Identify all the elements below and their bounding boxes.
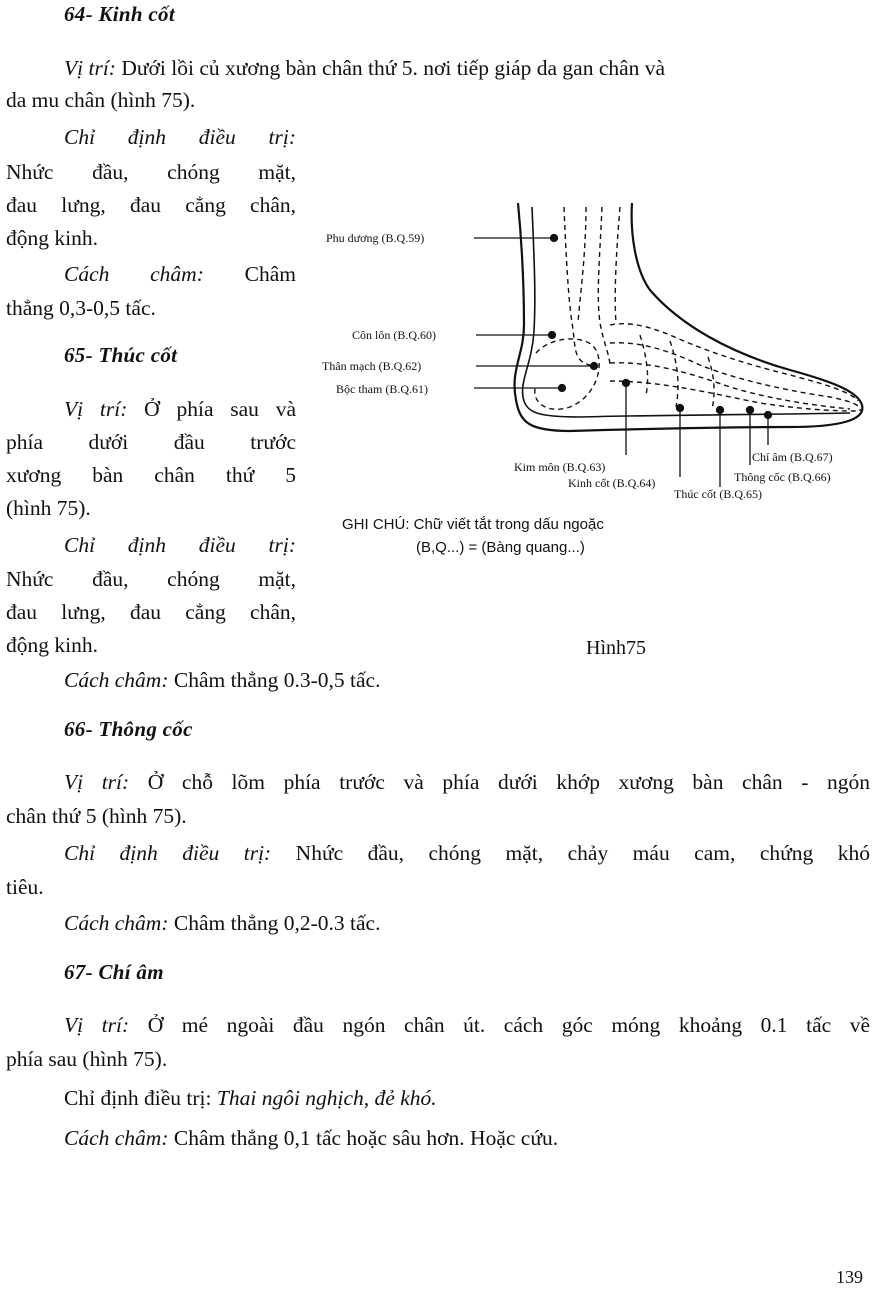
s65-cach-cham	[64, 668, 380, 694]
s65-chi-dinh-line3: đau lưng, đau cẳng chân,	[6, 600, 296, 624]
cach-cham-text: Châm thẳng 0,2-0.3 tấc.	[168, 911, 381, 935]
s66-chi-dinh-line1	[64, 841, 870, 867]
figure-note-line1: GHI CHÚ: Chữ viết tắt trong dấu ngoặc	[342, 516, 604, 533]
label-kim-mon: Kim môn (B.Q.63)	[514, 460, 606, 474]
cach-cham-label: Cách châm:	[64, 262, 204, 286]
cach-cham-label: Cách châm:	[64, 911, 169, 935]
label-than-mach: Thân mạch (B.Q.62)	[322, 359, 422, 373]
s65-chi-dinh-label: Chỉ định điều trị:	[64, 533, 296, 557]
cach-cham-text: Châm	[203, 262, 296, 286]
heading-65: 65- Thúc cốt	[64, 343, 178, 367]
s67-vi-tri-line2: phía sau (hình 75).	[6, 1047, 168, 1071]
heading-66: 66- Thông cốc	[64, 717, 193, 741]
s66-vi-tri-line1	[64, 770, 870, 796]
point-than-mach	[591, 363, 598, 370]
s64-vi-tri-line2: da mu chân (hình 75).	[6, 88, 196, 112]
vi-tri-text: Ở mé ngoài đầu ngón chân út. cách góc móng khoảng 0.1 tấc về	[129, 1013, 870, 1037]
chi-dinh-label: Chỉ định điều trị:	[64, 841, 272, 865]
cach-cham-label: Cách châm:	[64, 1126, 169, 1150]
s64-chi-dinh-label: Chỉ định điều trị:	[64, 125, 296, 149]
label-thong-coc: Thông cốc (B.Q.66)	[734, 470, 831, 484]
s64-cach-cham-line1	[64, 262, 296, 288]
label-kinh-cot: Kinh cốt (B.Q.64)	[568, 476, 656, 490]
heading-64: 64- Kinh cốt	[64, 2, 175, 26]
vi-tri-label: Vị trí:	[64, 397, 128, 421]
s64-vi-tri-line1	[64, 56, 665, 82]
vi-tri-text: Ở phía sau và	[127, 397, 296, 421]
figure-caption: Hình75	[586, 637, 646, 659]
heading-67: 67- Chí âm	[64, 960, 164, 984]
s65-chi-dinh-line2: Nhức đầu, chóng mặt,	[6, 567, 296, 591]
s67-cach-cham	[64, 1126, 558, 1152]
s67-vi-tri-line1	[64, 1013, 870, 1039]
chi-dinh-text: Thai ngôi nghịch, đẻ khó.	[211, 1086, 437, 1110]
s64-chi-dinh-line2: Nhức đầu, chóng mặt,	[6, 160, 296, 184]
cach-cham-text: Châm thẳng 0.3-0,5 tấc.	[168, 668, 381, 692]
foot-bones	[535, 207, 860, 411]
s65-vi-tri-line2: phía dưới đầu trước	[6, 430, 296, 454]
s66-chi-dinh-line2: tiêu.	[6, 875, 44, 899]
label-phu-duong: Phu dương (B.Q.59)	[326, 231, 425, 245]
label-thuc-cot: Thúc cốt (B.Q.65)	[674, 487, 762, 501]
s66-vi-tri-line2: chân thứ 5 (hình 75).	[6, 804, 187, 828]
s65-chi-dinh-line4: động kinh.	[6, 633, 98, 657]
s64-cach-cham-line2: thẳng 0,3-0,5 tấc.	[6, 296, 156, 320]
s65-vi-tri-line1	[64, 397, 296, 423]
cach-cham-text: Châm thẳng 0,1 tấc hoặc sâu hơn. Hoặc cứu.	[168, 1126, 559, 1150]
chi-dinh-label: Chỉ định điều trị:	[64, 1086, 212, 1110]
label-chi-am: Chí âm (B.Q.67)	[752, 450, 833, 464]
cach-cham-label: Cách châm:	[64, 668, 169, 692]
chi-dinh-text: Nhức đầu, chóng mặt, chảy máu cam, chứng khó	[271, 841, 870, 865]
page-number: 139	[836, 1267, 863, 1287]
label-boc-tham: Bộc tham (B.Q.61)	[336, 382, 428, 396]
point-phu-duong	[551, 235, 558, 242]
point-boc-tham	[559, 385, 566, 392]
s65-vi-tri-line4: (hình 75).	[6, 496, 91, 520]
s66-cach-cham	[64, 911, 380, 937]
figure-note-line2: (B,Q...) = (Bàng quang...)	[416, 539, 585, 556]
vi-tri-text: Ở chỗ lõm phía trước và phía dưới khớp xương bàn chân - ngón	[129, 770, 870, 794]
s67-chi-dinh	[64, 1086, 437, 1112]
vi-tri-text: Dưới lồi củ xương bàn chân thứ 5. nơi tiếp giáp da gan chân và	[115, 56, 666, 80]
s65-vi-tri-line3: xương bàn chân thứ 5	[6, 463, 296, 487]
label-con-lon: Côn lôn (B.Q.60)	[352, 328, 436, 342]
vi-tri-label: Vị trí:	[64, 56, 116, 80]
vi-tri-label: Vị trí:	[64, 1013, 130, 1037]
s64-chi-dinh-line3: đau lưng, đau cẳng chân,	[6, 193, 296, 217]
point-con-lon	[549, 332, 556, 339]
foot-outline	[515, 203, 863, 431]
s64-chi-dinh-line4: động kinh.	[6, 226, 98, 250]
vi-tri-label: Vị trí:	[64, 770, 130, 794]
